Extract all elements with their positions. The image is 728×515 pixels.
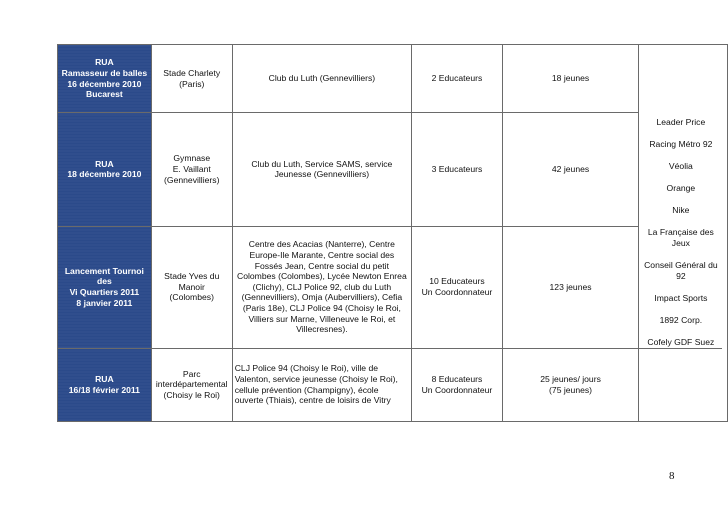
venue-cell: [151, 113, 232, 227]
venue-cell: [151, 348, 232, 421]
cell-line: 16 décembre 2010: [67, 78, 142, 89]
cell-line: (Paris): [179, 78, 205, 89]
sponsor-item: Orange: [666, 182, 696, 193]
cell-line: ouverte (Thiais), centre de loisirs de Vitry: [234, 395, 391, 406]
cell-line: interdépartemental: [155, 379, 228, 390]
cell-line: Un Coordonnateur: [421, 384, 493, 395]
partners-cell: [232, 348, 411, 421]
table-row: [58, 348, 728, 421]
sponsor-item: Nike: [672, 204, 690, 215]
cell-line: Club du Luth (Gennevilliers): [268, 73, 376, 84]
partners-cell: [232, 226, 411, 348]
cell-line: Villecresnes).: [296, 324, 348, 335]
table-row: [58, 113, 728, 227]
right-edge-cell: [722, 45, 727, 422]
sponsor-item: Leader Price: [656, 116, 706, 127]
cell-line: (Choisy le Roi): [163, 389, 220, 400]
event-cell: [58, 348, 152, 421]
table-row: [58, 45, 728, 113]
staff-cell: [412, 45, 503, 113]
sponsor-item: Cofely GDF Suez: [647, 336, 715, 347]
cell-line: (75 jeunes): [549, 384, 593, 395]
cell-line: 18 décembre 2010: [67, 169, 142, 180]
youth-cell: [502, 45, 638, 113]
youth-cell: [502, 348, 638, 421]
cell-line: Lancement Tournoi des: [64, 265, 144, 287]
event-cell: [58, 45, 152, 113]
sponsor-item: La Française des Jeux: [647, 226, 714, 248]
cell-line: Manoir: [178, 281, 205, 292]
cell-line: Europe-Ile Marante, Centre social des: [249, 249, 395, 260]
cell-line: 123 jeunes: [549, 281, 592, 292]
venue-cell: [151, 226, 232, 348]
cell-line: Vi Quartiers 2011: [69, 287, 140, 298]
cell-line: (Gennevilliers): [164, 174, 220, 185]
sponsor-item: Impact Sports: [654, 292, 708, 303]
sponsor-item: Racing Métro 92: [649, 138, 713, 149]
cell-line: (Gennevilliers), Omja (Aubervilliers), Cefia: [241, 292, 403, 303]
cell-line: Centre des Acacias (Nanterre), Centre: [248, 239, 395, 250]
cell-line: Fossés Jean, Centre social du petit: [254, 260, 389, 271]
cell-line: Un Coordonnateur: [421, 287, 493, 298]
cell-line: Jeunesse (Gennevilliers): [274, 169, 370, 180]
cell-line: Bucarest: [85, 89, 123, 100]
partners-cell: [232, 113, 411, 227]
youth-cell: [502, 226, 638, 348]
cell-line: CLJ Police 94 (Choisy le Roi), ville de: [234, 363, 379, 374]
cell-line: cellule prévention (Champigny), école: [234, 384, 379, 395]
youth-cell: [502, 113, 638, 227]
venue-cell: [151, 45, 232, 113]
cell-line: Parc: [182, 368, 201, 379]
staff-cell: [412, 226, 503, 348]
cell-line: E. Vaillant: [172, 164, 211, 174]
cell-line: (Colombes): [169, 292, 214, 303]
sponsor-item: Conseil Général du 92: [644, 259, 718, 281]
cell-line: Stade Charlety: [163, 67, 221, 78]
cell-line: Colombes (Colombes), Lycée Newton Enrea: [237, 271, 407, 282]
cell-line: 16/18 février 2011: [68, 384, 140, 395]
cell-line: RUA: [95, 373, 114, 384]
cell-line: 25 jeunes/ jours: [540, 373, 601, 384]
sponsors-list: [639, 113, 723, 349]
staff-cell: [412, 113, 503, 227]
sponsor-item: Véolia: [668, 160, 693, 171]
cell-line: Gymnase: [173, 153, 211, 164]
cell-line: 42 jeunes: [551, 164, 590, 174]
partners-cell: [232, 45, 411, 113]
cell-line: Club du Luth, Service SAMS, service: [251, 158, 393, 169]
page-number: 8: [669, 470, 675, 482]
cell-line: RUA: [95, 57, 114, 68]
cell-line: Ramasseur de balles: [61, 67, 148, 78]
sponsors-cell: [639, 45, 723, 113]
cell-line: 18 jeunes: [551, 73, 590, 84]
cell-line: (Clichy), CLJ Police 92, club du Luth: [252, 281, 392, 292]
event-cell: [58, 113, 152, 227]
cell-line: Villiers sur Marne, Villeneuve le Roi, et: [248, 313, 396, 324]
cell-line: 10 Educateurs: [429, 276, 485, 287]
table-row: [58, 226, 728, 348]
cell-line: (Paris 18e), CLJ Police 94 (Choisy le Roi,: [242, 302, 401, 313]
cell-line: 2 Educateurs: [431, 73, 483, 84]
sponsor-item: 1892 Corp.: [659, 314, 703, 325]
cell-line: 8 janvier 2011: [76, 297, 133, 308]
cell-line: 3 Educateurs: [431, 164, 483, 174]
event-cell: [58, 226, 152, 348]
cell-line: Valenton, service jeunesse (Choisy le Roi),: [234, 373, 398, 384]
events-table: [57, 44, 728, 422]
cell-line: 8 Educateurs: [431, 373, 483, 384]
cell-line: Stade Yves du: [164, 271, 220, 282]
sponsors-cell: [639, 348, 723, 421]
cell-line: RUA: [95, 158, 114, 169]
staff-cell: [412, 348, 503, 421]
